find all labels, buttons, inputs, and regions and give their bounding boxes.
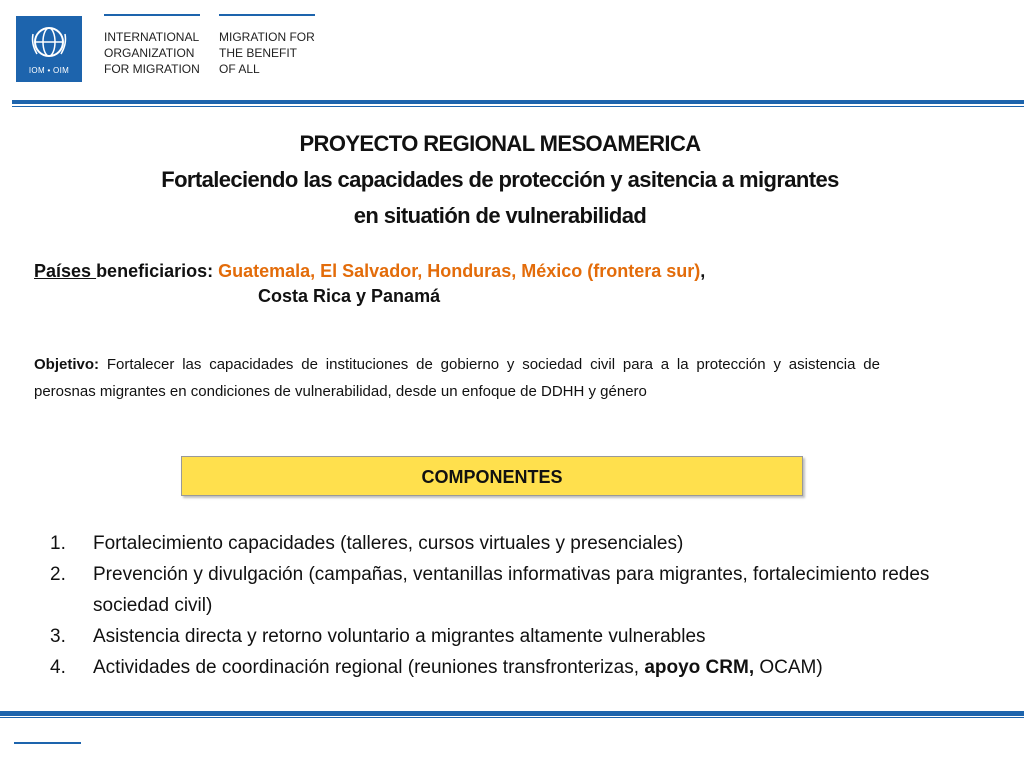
footer-accent-line (14, 742, 81, 744)
list-item (50, 621, 930, 652)
logo-text: IOM • OIM (28, 66, 70, 75)
org-motto-line: MIGRATION FOR (219, 30, 315, 44)
list-text: Actividades de coordinación regional (reuniones transfronterizas, (93, 657, 645, 678)
org-motto-line: THE BENEFIT (219, 46, 298, 60)
list-item (50, 652, 930, 683)
list-text: Asistencia directa y retorno voluntario a migrantes altamente vulnerables (93, 626, 706, 647)
countries-comma: , (700, 261, 706, 281)
components-header-box (181, 456, 803, 496)
org-name-line: FOR MIGRATION (104, 62, 200, 76)
org-name-line: ORGANIZATION (104, 46, 195, 60)
list-item (50, 559, 930, 621)
list-text-bold: apoyo CRM, (644, 657, 755, 678)
list-text: OCAM) (754, 657, 823, 678)
objective-label: Objetivo: (34, 356, 100, 373)
title-line: PROYECTO REGIONAL MESOAMERICA (299, 131, 701, 156)
page-title (0, 126, 1000, 234)
beneficiary-countries: Guatemala, El Salvador, Honduras, México (frontera sur) (218, 261, 701, 281)
list-number: 2. (50, 564, 66, 585)
title-line: en situatión de vulnerabilidad (353, 203, 647, 228)
beneficiaries-label: beneficiarios: (96, 261, 219, 281)
components-list (50, 528, 930, 683)
org-name-line: INTERNATIONAL (104, 30, 200, 44)
title-line: Fortaleciendo las capacidades de protección y asitencia a migrantes (161, 167, 839, 192)
list-number: 1. (50, 533, 66, 554)
un-globe-icon (29, 24, 69, 64)
list-number: 4. (50, 657, 66, 678)
list-number: 3. (50, 626, 66, 647)
footer-divider (0, 711, 1024, 716)
list-item (50, 528, 930, 559)
list-text: Fortalecimiento capacidades (talleres, cursos virtuales y presenciales) (93, 533, 684, 554)
beneficiaries (34, 256, 705, 286)
objective-text: Fortalecer las capacidades de instituciones de gobierno y sociedad civil para a la protección y asistencia de perosnas migrantes en condiciones de vulnerabilidad, desde un enfoque de DDHH y género (34, 356, 880, 400)
iom-logo (16, 16, 82, 82)
footer-divider-thin (0, 717, 1024, 718)
org-name (104, 14, 200, 77)
header-divider-thin (12, 106, 1024, 107)
org-motto (219, 14, 315, 77)
beneficiaries-label-underlined: Países (34, 261, 97, 281)
list-text: Prevención y divulgación (campañas, ventanillas informativas para migrantes, fortalecimiento redes sociedad civil) (93, 564, 930, 616)
beneficiary-countries-2: Costa Rica y Panamá (258, 286, 441, 306)
objective (34, 351, 880, 405)
org-motto-line: OF ALL (219, 62, 260, 76)
header-divider (12, 100, 1024, 104)
components-heading: COMPONENTES (421, 467, 563, 487)
